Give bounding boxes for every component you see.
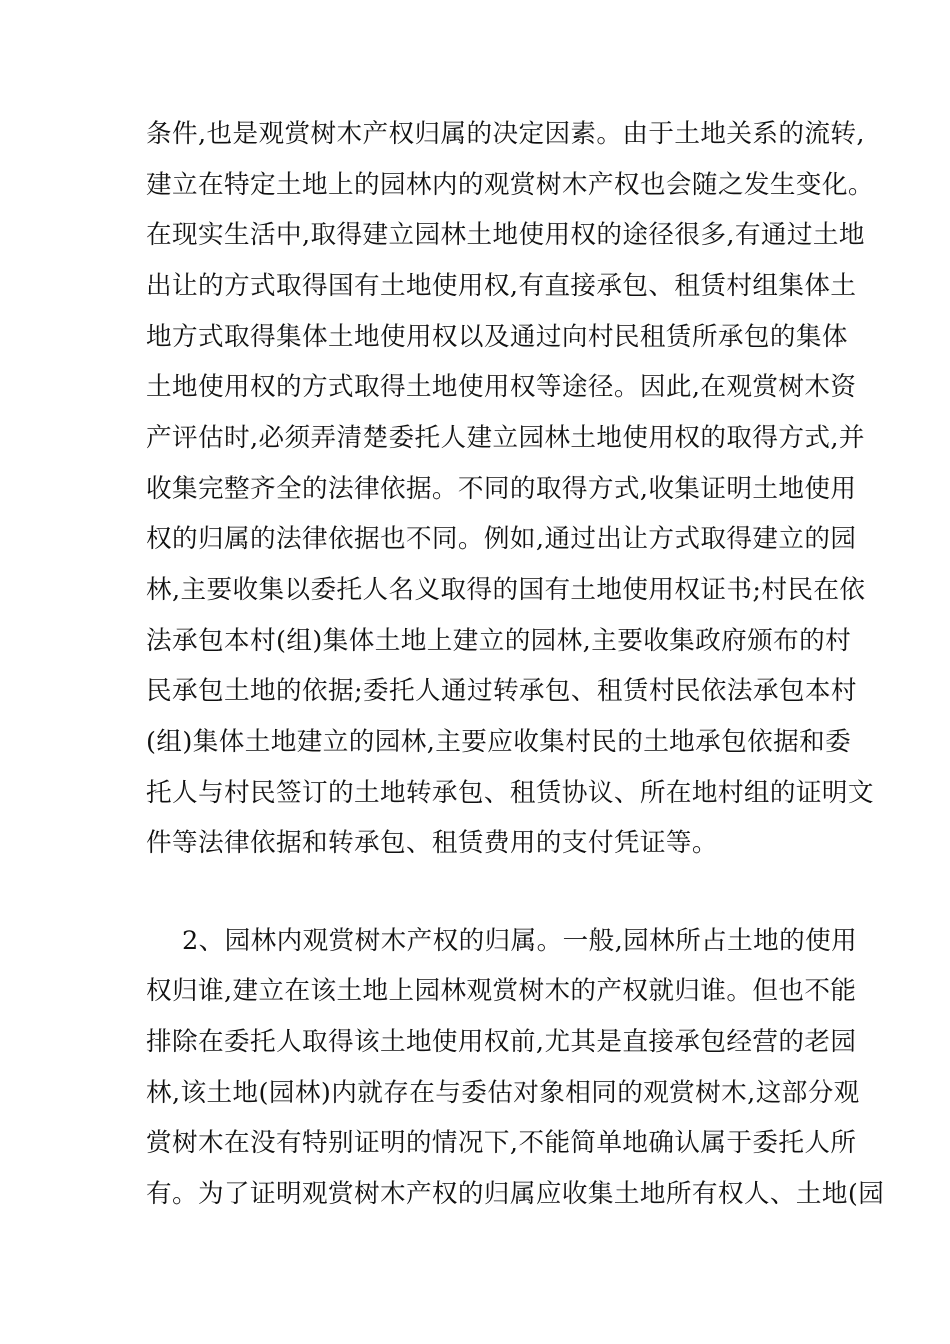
paragraph-line: 法承包本村(组)集体土地上建立的园林,主要收集政府颁布的村 bbox=[146, 626, 852, 656]
paragraph-line: 在现实生活中,取得建立园林土地使用权的途径很多,有通过土地 bbox=[146, 220, 865, 250]
paragraph-line: 地方式取得集体土地使用权以及通过向村民租赁所承包的集体 bbox=[146, 322, 848, 352]
paragraph-line: (组)集体土地建立的园林,主要应收集村民的土地承包依据和委 bbox=[146, 727, 852, 757]
paragraph-line: 赏树木在没有特别证明的情况下,不能简单地确认属于委托人所 bbox=[146, 1128, 857, 1158]
paragraph-line: 收集完整齐全的法律依据。不同的取得方式,收集证明土地使用 bbox=[146, 474, 857, 504]
paragraph-line: 出让的方式取得国有土地使用权,有直接承包、租赁村组集体土 bbox=[146, 271, 857, 301]
paragraph-line: 权的归属的法律依据也不同。例如,通过出让方式取得建立的园 bbox=[146, 524, 857, 554]
paragraph-line: 林,主要收集以委托人名义取得的国有土地使用权证书;村民在依 bbox=[146, 575, 866, 605]
paragraph-line: 件等法律依据和转承包、租赁费用的支付凭证等。 bbox=[146, 828, 718, 858]
paragraph-line: 民承包土地的依据;委托人通过转承包、租赁村民依法承包本村 bbox=[146, 676, 857, 706]
paragraph-line: 建立在特定土地上的园林内的观赏树木产权也会随之发生变化。 bbox=[146, 170, 874, 200]
paragraph-line: 有。为了证明观赏树木产权的归属应收集土地所有权人、土地(园 bbox=[146, 1179, 885, 1209]
paragraph-line: 权归谁,建立在该土地上园林观赏树木的产权就归谁。但也不能 bbox=[146, 976, 857, 1006]
paragraph-line: 产评估时,必须弄清楚委托人建立园林土地使用权的取得方式,并 bbox=[146, 423, 865, 453]
paragraph-line: 条件,也是观赏树木产权归属的决定因素。由于土地关系的流转, bbox=[146, 119, 865, 149]
paragraph-line: 排除在委托人取得该土地使用权前,尤其是直接承包经营的老园 bbox=[146, 1027, 857, 1057]
paragraph-line: 林,该土地(园林)内就存在与委估对象相同的观赏树木,这部分观 bbox=[146, 1078, 860, 1108]
paragraph-line: 托人与村民签订的土地转承包、租赁协议、所在地村组的证明文 bbox=[146, 778, 874, 808]
paragraph-line: 土地使用权的方式取得土地使用权等途径。因此,在观赏树木资 bbox=[146, 372, 857, 402]
paragraph-line: 2、园林内观赏树木产权的归属。一般,园林所占土地的使用 bbox=[182, 926, 858, 956]
